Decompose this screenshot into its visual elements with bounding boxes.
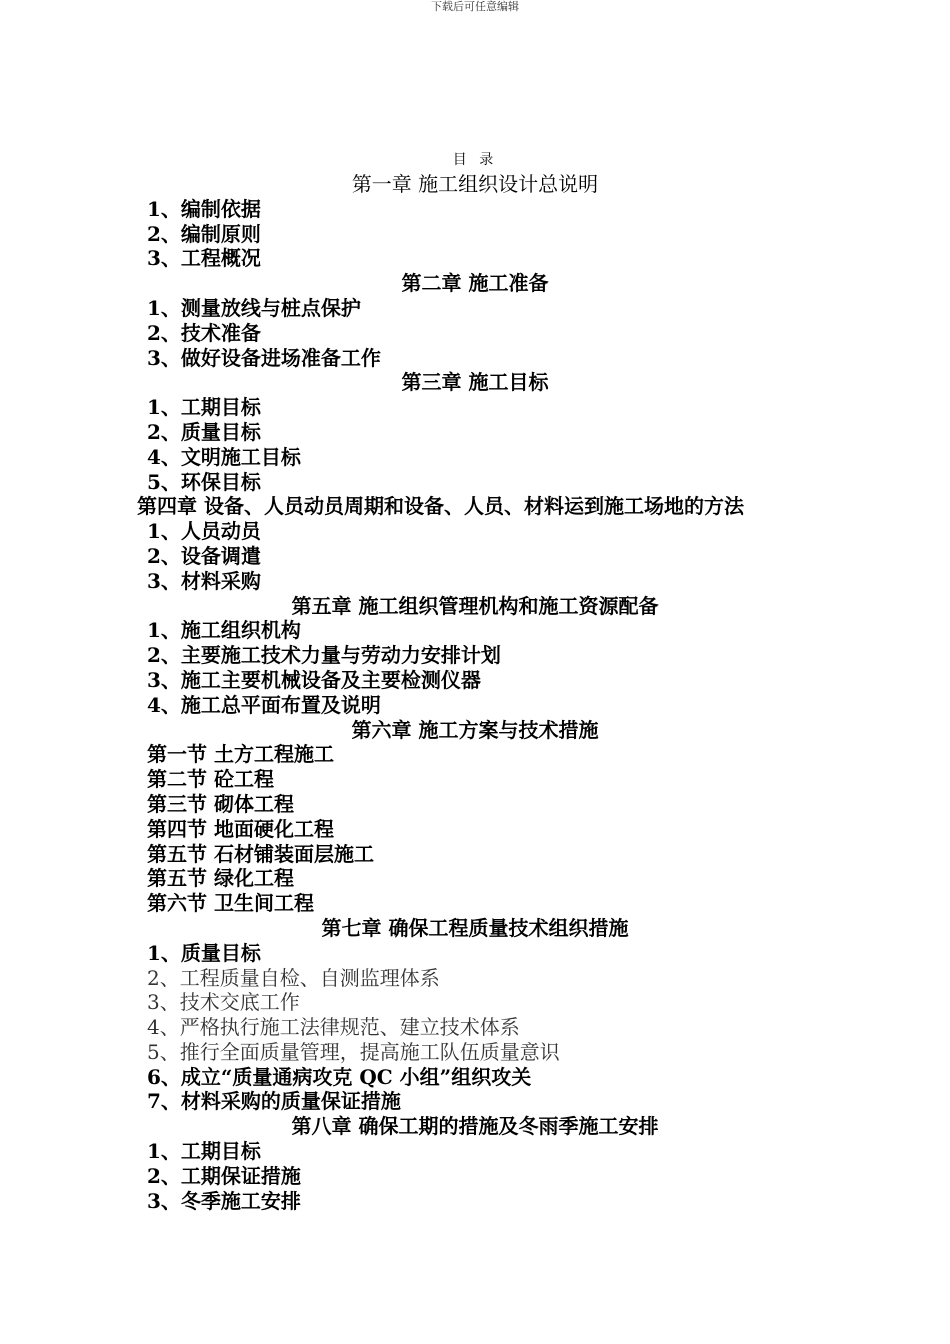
toc-entry: 第五节 绿化工程 — [147, 866, 294, 891]
toc-entry: 2、主要施工技术力量与劳动力安排计划 — [147, 643, 501, 668]
toc-entry: 2、技术准备 — [147, 320, 261, 345]
toc-entry: 1、工期目标 — [147, 1139, 261, 1164]
toc-entry: 1、质量目标 — [147, 940, 261, 965]
toc-entry: 6、成立“质量通病攻克 QC 小组”组织攻关 — [147, 1064, 532, 1089]
toc-entry: 2、工期保证措施 — [147, 1163, 301, 1188]
toc-chapter-heading: 第二章 施工准备 — [401, 271, 549, 296]
toc-entry: 3、施工主要机械设备及主要检测仪器 — [147, 667, 481, 692]
toc-entry: 3、冬季施工安排 — [147, 1188, 301, 1213]
toc-entry: 2、工程质量自检、自测监理体系 — [147, 965, 440, 990]
toc-chapter-heading: 第四章 设备、人员动员周期和设备、人员、材料运到施工场地的方法 — [137, 494, 744, 519]
toc-entry: 5、推行全面质量管理，提高施工队伍质量意识 — [147, 1039, 560, 1064]
toc-entry: 3、做好设备进场准备工作 — [147, 345, 381, 370]
toc-entry: 3、材料采购 — [147, 568, 261, 593]
toc-entry: 1、测量放线与桩点保护 — [147, 295, 361, 320]
table-of-contents — [0, 172, 950, 1213]
toc-entry: 第四节 地面硬化工程 — [147, 816, 334, 841]
toc-entry: 第六节 卫生间工程 — [147, 891, 314, 916]
toc-entry: 第五节 石材铺装面层施工 — [147, 841, 374, 866]
toc-entry: 4、严格执行施工法律规范、建立技术体系 — [147, 1015, 520, 1040]
toc-entry: 2、设备调遣 — [147, 543, 261, 568]
toc-entry: 1、工期目标 — [147, 395, 261, 420]
toc-chapter-heading: 第六章 施工方案与技术措施 — [351, 717, 599, 742]
toc-entry: 2、质量目标 — [147, 419, 261, 444]
toc-entry: 第二节 砼工程 — [147, 767, 274, 792]
toc-entry: 4、施工总平面布置及说明 — [147, 692, 381, 717]
toc-entry: 1、施工组织机构 — [147, 618, 301, 643]
toc-chapter-heading: 第七章 确保工程质量技术组织措施 — [321, 915, 629, 940]
toc-entry: 1、编制依据 — [147, 196, 261, 221]
toc-chapter-heading: 第一章 施工组织设计总说明 — [351, 172, 599, 196]
toc-entry: 1、人员动员 — [147, 519, 261, 544]
toc-entry: 3、工程概况 — [147, 246, 261, 271]
toc-chapter-heading: 第三章 施工目标 — [401, 370, 549, 395]
toc-entry: 第三节 砌体工程 — [147, 791, 294, 816]
toc-entry: 5、环保目标 — [147, 469, 261, 494]
page-header: 下载后可任意编辑 — [431, 0, 519, 13]
toc-title: 目 录 — [452, 152, 498, 168]
toc-entry: 第一节 土方工程施工 — [147, 742, 334, 767]
toc-entry: 7、材料采购的质量保证措施 — [147, 1089, 401, 1114]
toc-entry: 3、技术交底工作 — [147, 990, 300, 1015]
toc-entry: 2、编制原则 — [147, 221, 261, 246]
toc-entry: 4、文明施工目标 — [147, 444, 301, 469]
toc-chapter-heading: 第八章 确保工期的措施及冬雨季施工安排 — [291, 1114, 659, 1139]
toc-chapter-heading: 第五章 施工组织管理机构和施工资源配备 — [291, 593, 659, 618]
